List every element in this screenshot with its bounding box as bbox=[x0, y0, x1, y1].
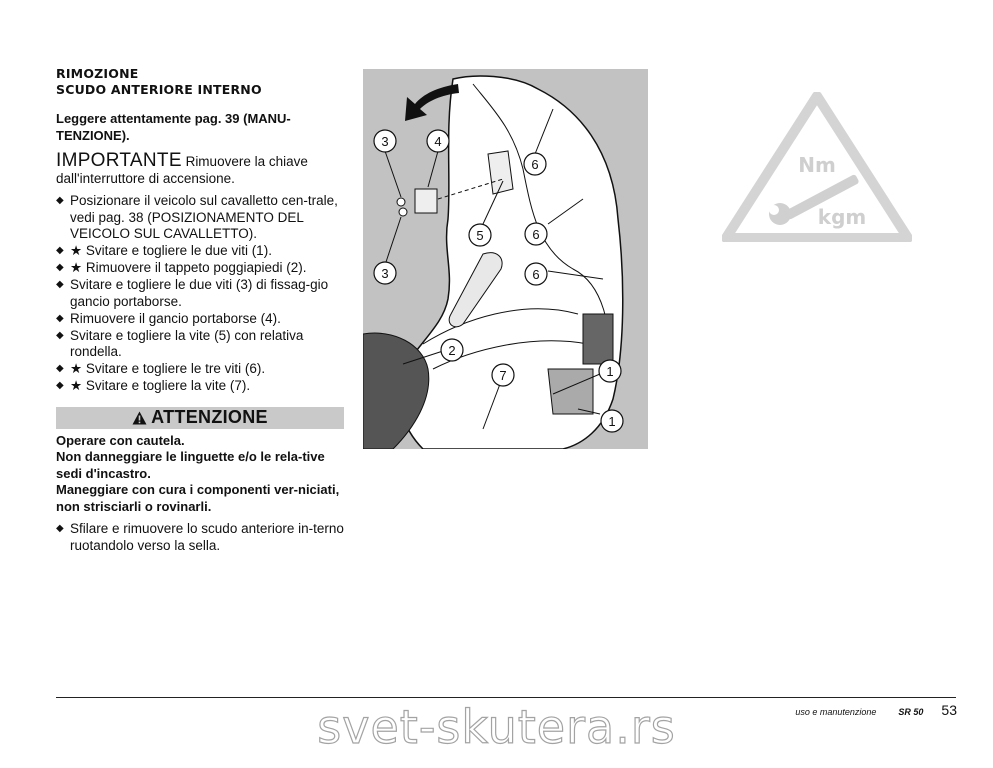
callout-label: 5 bbox=[476, 228, 484, 243]
bullet-icon: ◆ bbox=[56, 523, 64, 534]
callout-label: 6 bbox=[532, 227, 540, 242]
step-text: Svitare e togliere la vite (5) con relativa rondella. bbox=[70, 327, 304, 359]
bullet-icon: ◆ bbox=[56, 195, 64, 206]
callout-label: 3 bbox=[381, 134, 389, 149]
torque-badge bbox=[722, 92, 912, 242]
important-text-2: dall'interruttore di accensione. bbox=[56, 171, 235, 186]
scooter-shield-illustration bbox=[363, 69, 648, 449]
list-item bbox=[56, 277, 344, 310]
warning-banner bbox=[56, 407, 344, 429]
list-item bbox=[56, 328, 344, 361]
callout-label: 1 bbox=[608, 414, 616, 429]
step-text: Svitare e togliere le due viti (3) di fissag-gio gancio portaborse. bbox=[70, 277, 329, 309]
important-text-1: Rimuovere la chiave bbox=[181, 154, 308, 169]
read-first-line-1: Leggere attentamente pag. 39 (MANU- bbox=[56, 111, 291, 126]
bullet-icon: ◆ bbox=[56, 262, 64, 273]
torque-triangle-icon bbox=[722, 92, 912, 242]
bullet-icon: ◆ bbox=[56, 380, 64, 391]
list-item bbox=[56, 311, 344, 328]
warning-line: Non danneggiare le linguette e/o le rela-tive sedi d'incastro. bbox=[56, 449, 325, 481]
warning-triangle-icon bbox=[132, 411, 147, 425]
step-text: ★ Svitare e togliere le due viti (1). bbox=[70, 243, 272, 258]
callout-label: 4 bbox=[434, 134, 442, 149]
read-first-line-2: TENZIONE). bbox=[56, 128, 130, 143]
list-item bbox=[56, 361, 344, 378]
warning-title: ATTENZIONE bbox=[151, 407, 268, 427]
footer-rule bbox=[56, 697, 956, 698]
important-label: IMPORTANTE bbox=[56, 150, 182, 171]
step-text: ★ Svitare e togliere la vite (7). bbox=[70, 378, 251, 393]
read-first-note bbox=[56, 110, 344, 144]
step-text: ★ Rimuovere il tappeto poggiapiedi (2). bbox=[70, 260, 307, 275]
callout-label: 6 bbox=[532, 267, 540, 282]
footer-manual-label: uso e manutenzione bbox=[795, 707, 877, 717]
callout-label: 3 bbox=[381, 266, 389, 281]
final-steps-list bbox=[56, 521, 344, 554]
list-item bbox=[56, 243, 344, 260]
bullet-icon: ◆ bbox=[56, 279, 64, 290]
step-text: Rimuovere il gancio portaborse (4). bbox=[70, 310, 281, 326]
page-number: 53 bbox=[941, 702, 957, 718]
warning-text bbox=[56, 433, 344, 516]
footer-model: SR 50 bbox=[898, 707, 924, 717]
callout-label: 1 bbox=[606, 364, 614, 379]
torque-unit-top: Nm bbox=[798, 153, 836, 177]
warning-line: Maneggiare con cura i componenti ver-niciati, non strisciarli o rovinarli. bbox=[56, 482, 340, 514]
step-text: Sfilare e rimuovere lo scudo anteriore in-terno ruotandolo verso la sella. bbox=[70, 521, 344, 553]
torque-unit-bottom: kgm bbox=[817, 205, 867, 229]
title-line-1: RIMOZIONE bbox=[56, 66, 139, 81]
bullet-icon: ◆ bbox=[56, 245, 64, 256]
list-item bbox=[56, 193, 344, 243]
list-item bbox=[56, 378, 344, 395]
callout-label: 6 bbox=[531, 157, 539, 172]
list-item bbox=[56, 521, 344, 554]
title-line-2: SCUDO ANTERIORE INTERNO bbox=[56, 82, 262, 97]
text-column bbox=[56, 66, 344, 555]
warning-line: Operare con cautela. bbox=[56, 432, 185, 448]
step-text: Posizionare il veicolo sul cavalletto cen-trale, vedi pag. 38 (POSIZIONAMENTO DEL VEICOLO SUL CAVALLETTO). bbox=[70, 193, 338, 241]
step-text: ★ Svitare e togliere le tre viti (6). bbox=[70, 361, 266, 376]
bullet-icon: ◆ bbox=[56, 312, 64, 324]
illustration-drawing bbox=[363, 69, 648, 449]
watermark: svet-skutera.rs bbox=[317, 700, 676, 754]
callout-label: 7 bbox=[499, 368, 507, 383]
section-title bbox=[56, 66, 344, 98]
bullet-icon: ◆ bbox=[56, 329, 64, 341]
bullet-icon: ◆ bbox=[56, 363, 64, 374]
important-note bbox=[56, 152, 344, 187]
callout-label: 2 bbox=[448, 343, 456, 358]
list-item bbox=[56, 260, 344, 277]
steps-list bbox=[56, 193, 344, 395]
